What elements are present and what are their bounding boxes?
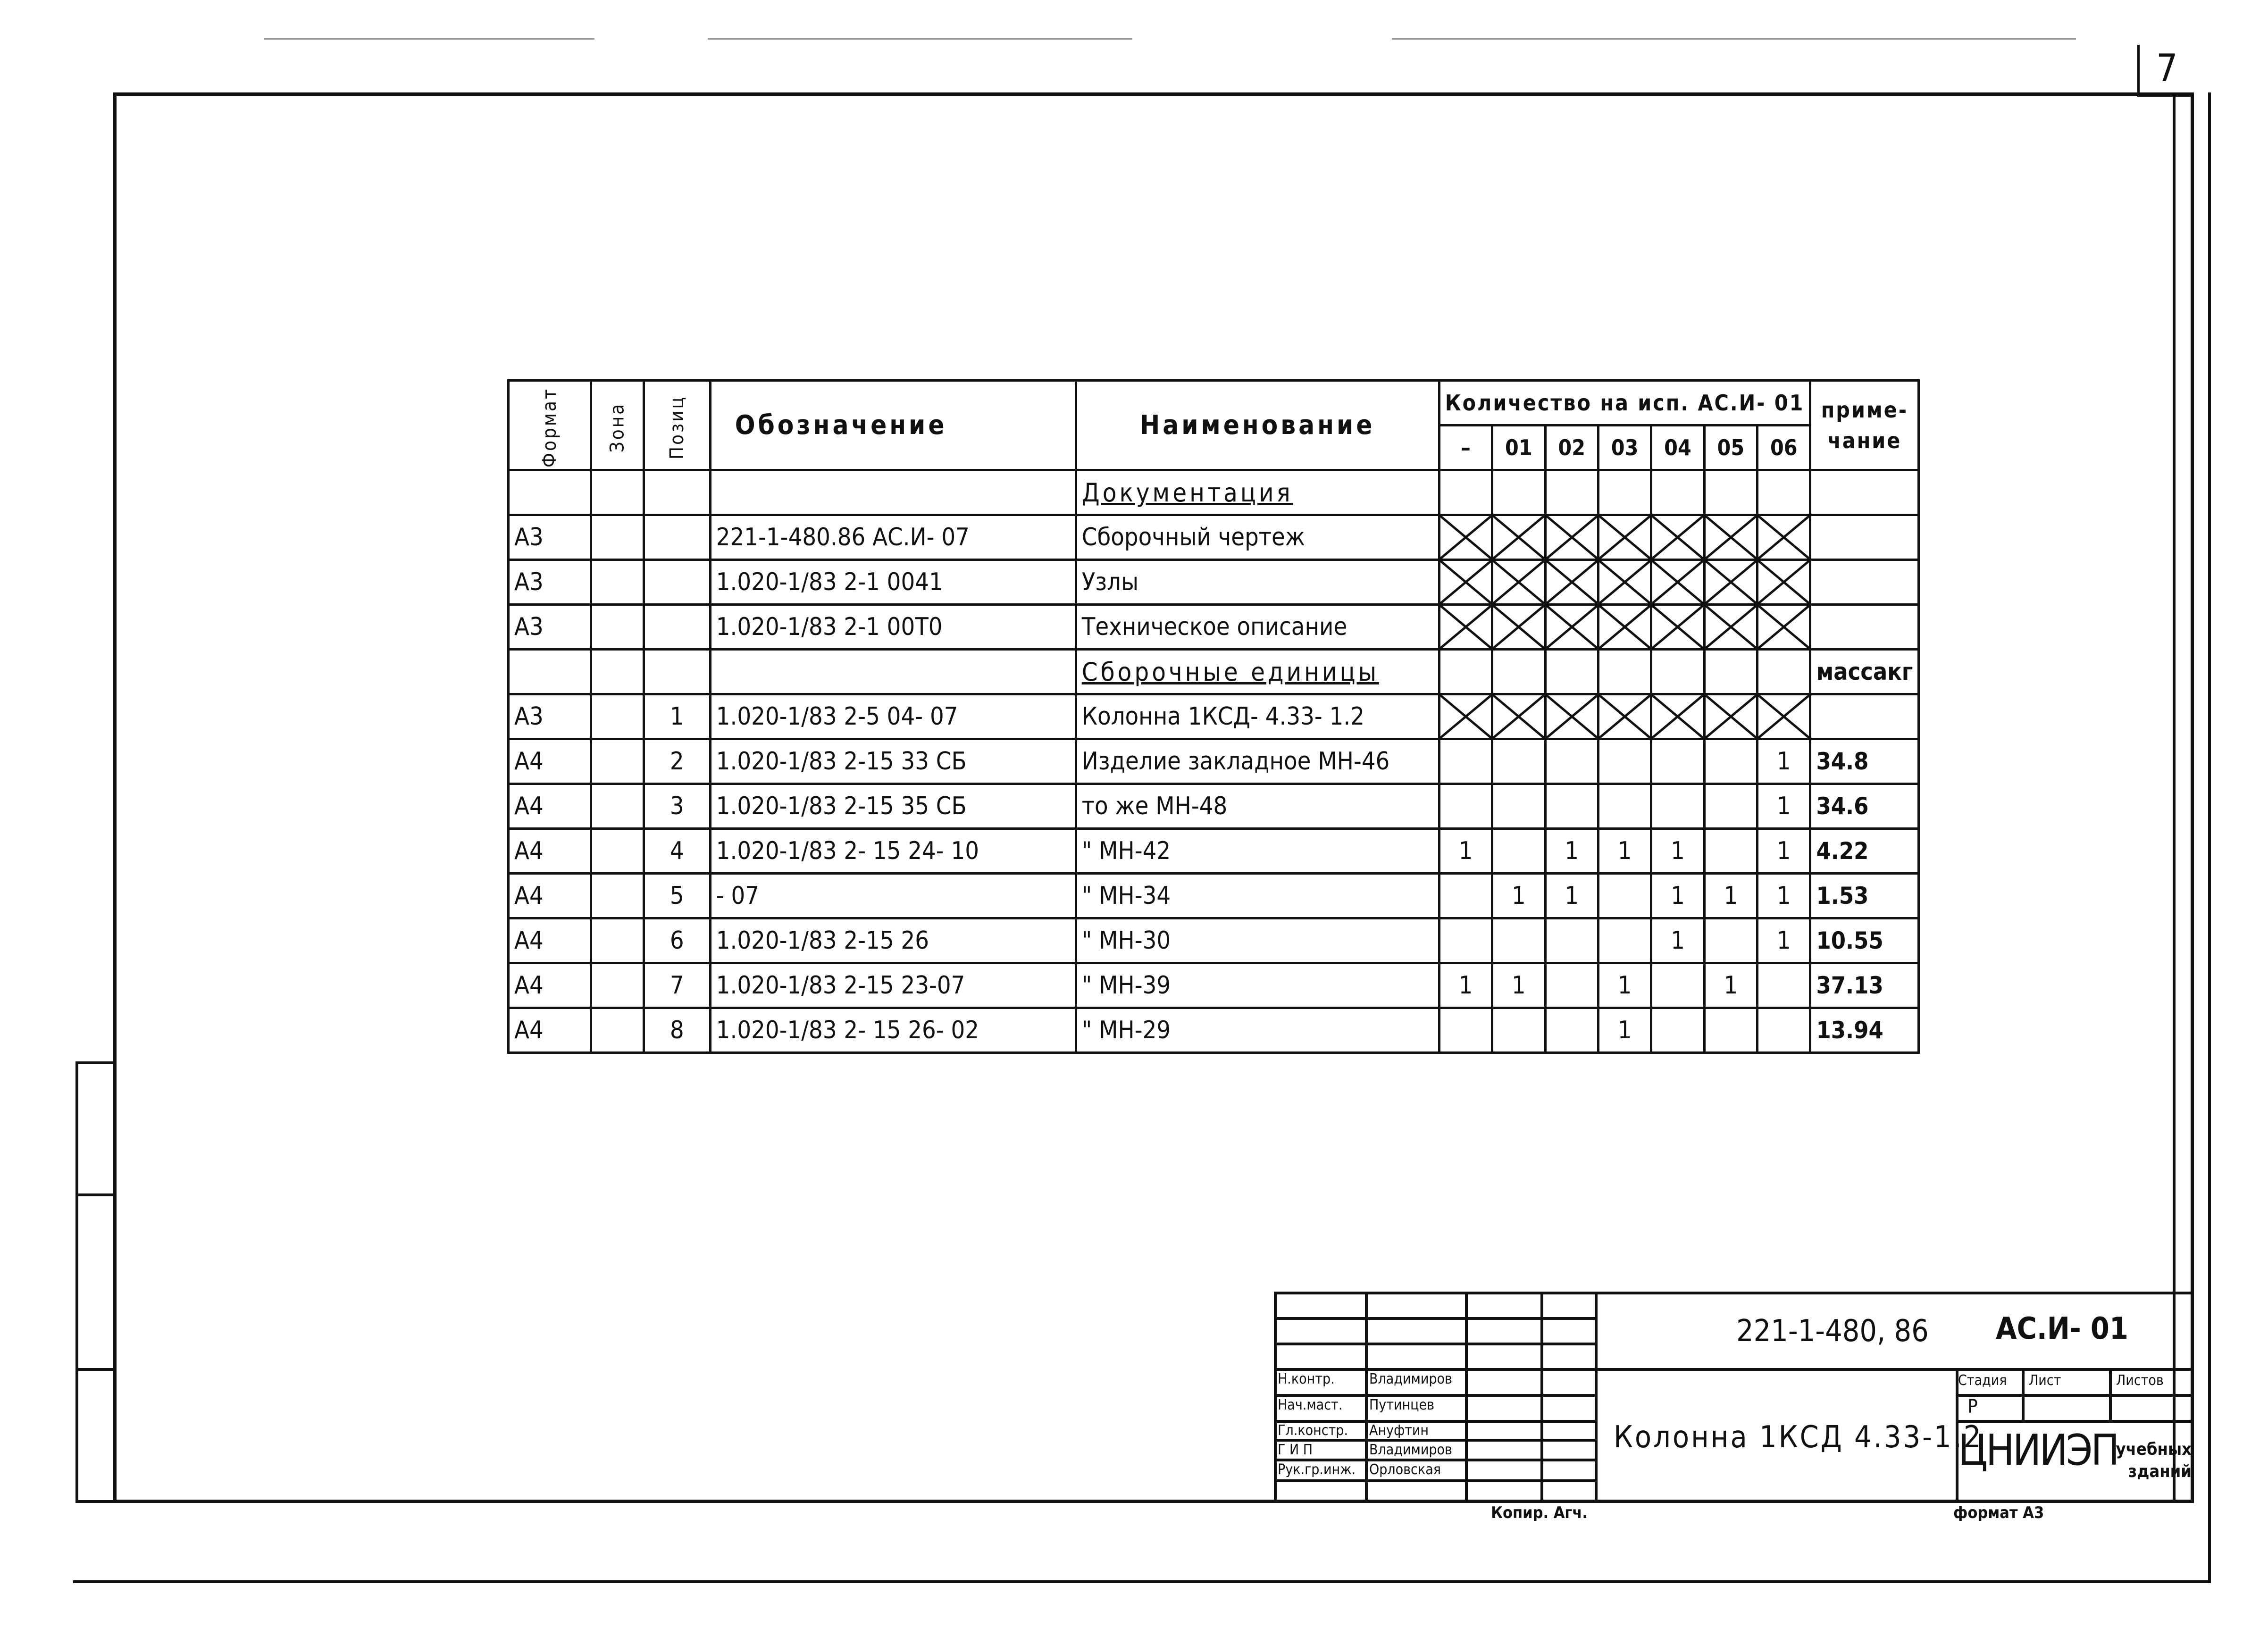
zone-cell xyxy=(591,650,644,694)
qty-cell: 1 xyxy=(1492,874,1545,918)
outer-bottom-line xyxy=(73,1580,2210,1583)
format-label: формат А3 xyxy=(1953,1505,2044,1521)
signature-name: Владимиров xyxy=(1369,1372,1452,1386)
stage-value: Р xyxy=(1967,1397,1978,1416)
qty-cell xyxy=(1651,739,1704,784)
note-cell: 1.53 xyxy=(1810,874,1919,918)
header-qty-col: 06 xyxy=(1757,426,1810,470)
zone-cell xyxy=(591,470,644,515)
qty-cell xyxy=(1704,918,1757,963)
binding-strip-divider xyxy=(75,1368,113,1371)
outer-right-line xyxy=(2208,92,2211,1583)
name-cell: Узлы xyxy=(1076,560,1439,605)
table-row xyxy=(509,784,1919,829)
qty-cell: 1 xyxy=(1545,829,1598,874)
position-cell xyxy=(644,515,710,560)
qty-cell: 1 xyxy=(1651,874,1704,918)
copied-by: Копир. Агч. xyxy=(1491,1505,1588,1521)
zone-cell xyxy=(591,918,644,963)
format-cell: А4 xyxy=(509,874,591,918)
format-cell: А4 xyxy=(509,963,591,1008)
zone-cell xyxy=(591,605,644,650)
signature-role: Нач.маст. xyxy=(1278,1398,1343,1412)
format-cell: А3 xyxy=(509,515,591,560)
qty-cell xyxy=(1704,829,1757,874)
format-cell: А4 xyxy=(509,1008,591,1053)
name-cell: " МН-34 xyxy=(1076,874,1439,918)
signature-role: Н.контр. xyxy=(1278,1372,1335,1386)
qty-cell xyxy=(1757,470,1810,515)
crossed-qty-cell xyxy=(1651,560,1704,605)
name-cell: " МН-30 xyxy=(1076,918,1439,963)
designation-cell: 1.020-1/83 2-15 26 xyxy=(710,918,1076,963)
specification-table xyxy=(507,379,1920,1054)
crossed-qty-cell xyxy=(1704,560,1757,605)
qty-cell xyxy=(1545,784,1598,829)
tb-grid-line xyxy=(1274,1420,1595,1423)
table-row xyxy=(509,694,1919,739)
name-cell: Техническое описание xyxy=(1076,605,1439,650)
qty-cell: 1 xyxy=(1439,963,1492,1008)
note-cell xyxy=(1810,694,1919,739)
qty-cell: 1 xyxy=(1757,784,1810,829)
designation-cell: 1.020-1/83 2- 15 26- 02 xyxy=(710,1008,1076,1053)
qty-cell xyxy=(1757,963,1810,1008)
note-cell: 34.8 xyxy=(1810,739,1919,784)
zone-cell xyxy=(591,874,644,918)
qty-cell: 1 xyxy=(1598,1008,1651,1053)
name-cell: Сборочные единицы xyxy=(1076,650,1439,694)
crossed-qty-cell xyxy=(1439,560,1492,605)
zone-cell xyxy=(591,560,644,605)
binding-strip-divider xyxy=(75,1193,113,1196)
signature-role: Г И П xyxy=(1278,1443,1313,1457)
position-cell xyxy=(644,605,710,650)
designation-cell xyxy=(710,470,1076,515)
document-suffix: АС.И- 01 xyxy=(1996,1314,2128,1344)
stage-label: Стадия xyxy=(1958,1374,2007,1388)
qty-cell: 1 xyxy=(1757,739,1810,784)
designation-cell: 1.020-1/83 2-1 0041 xyxy=(710,560,1076,605)
qty-cell: 1 xyxy=(1439,829,1492,874)
tb-grid-line xyxy=(1274,1394,1595,1397)
qty-cell: 1 xyxy=(1651,918,1704,963)
name-cell: " МН-42 xyxy=(1076,829,1439,874)
section-row xyxy=(509,470,1919,515)
table-row xyxy=(509,739,1919,784)
format-cell: А4 xyxy=(509,739,591,784)
drawing-title: Колонна 1КСД 4.33-1.2 xyxy=(1614,1422,1983,1452)
designation-cell: 1.020-1/83 2-15 35 СБ xyxy=(710,784,1076,829)
qty-cell xyxy=(1757,1008,1810,1053)
header-quantity-group: Количество на исп. АС.И- 01 xyxy=(1439,381,1810,426)
crossed-qty-cell xyxy=(1439,515,1492,560)
crossed-qty-cell xyxy=(1492,694,1545,739)
qty-cell xyxy=(1545,918,1598,963)
tb-grid-line xyxy=(1274,1343,1595,1345)
position-cell xyxy=(644,470,710,515)
name-cell: то же МН-48 xyxy=(1076,784,1439,829)
header-row-1 xyxy=(509,381,1919,426)
qty-cell xyxy=(1545,470,1598,515)
qty-cell xyxy=(1598,784,1651,829)
binding-strip xyxy=(75,1061,113,1503)
designation-cell: 221-1-480.86 АС.И- 07 xyxy=(710,515,1076,560)
qty-cell: 1 xyxy=(1651,829,1704,874)
qty-cell xyxy=(1704,784,1757,829)
table-row xyxy=(509,605,1919,650)
scan-dash xyxy=(264,38,594,40)
position-cell: 1 xyxy=(644,694,710,739)
crossed-qty-cell xyxy=(1651,605,1704,650)
qty-cell: 1 xyxy=(1757,918,1810,963)
header-qty-col: 05 xyxy=(1704,426,1757,470)
note-cell xyxy=(1810,560,1919,605)
qty-cell xyxy=(1439,470,1492,515)
qty-cell xyxy=(1757,650,1810,694)
crossed-qty-cell xyxy=(1757,515,1810,560)
note-cell: 4.22 xyxy=(1810,829,1919,874)
table-row xyxy=(509,1008,1919,1053)
designation-cell: 1.020-1/83 2-15 23-07 xyxy=(710,963,1076,1008)
qty-cell xyxy=(1492,650,1545,694)
qty-cell xyxy=(1492,470,1545,515)
qty-cell xyxy=(1704,1008,1757,1053)
qty-cell xyxy=(1598,650,1651,694)
tb-grid-line xyxy=(1274,1317,1595,1320)
tb-grid-line xyxy=(1595,1292,1598,1503)
qty-cell xyxy=(1704,739,1757,784)
crossed-qty-cell xyxy=(1598,515,1651,560)
zone-cell xyxy=(591,1008,644,1053)
table-row xyxy=(509,829,1919,874)
header-name: Наименование xyxy=(1076,381,1439,470)
qty-cell xyxy=(1598,470,1651,515)
qty-cell xyxy=(1492,784,1545,829)
crossed-qty-cell xyxy=(1492,605,1545,650)
tb-grid-line xyxy=(1956,1394,2194,1397)
organization-logo: ЦНИИЭП xyxy=(1958,1429,2118,1472)
tb-grid-line xyxy=(2109,1368,2112,1420)
qty-cell xyxy=(1545,739,1598,784)
name-cell: " МН-39 xyxy=(1076,963,1439,1008)
qty-cell: 1 xyxy=(1598,963,1651,1008)
qty-cell xyxy=(1439,918,1492,963)
designation-cell: 1.020-1/83 2-5 04- 07 xyxy=(710,694,1076,739)
name-cell: " МН-29 xyxy=(1076,1008,1439,1053)
qty-cell xyxy=(1598,739,1651,784)
position-cell: 8 xyxy=(644,1008,710,1053)
tb-grid-line xyxy=(1956,1420,2194,1423)
qty-cell: 1 xyxy=(1704,963,1757,1008)
qty-cell xyxy=(1439,650,1492,694)
crossed-qty-cell xyxy=(1757,560,1810,605)
crossed-qty-cell xyxy=(1545,560,1598,605)
qty-cell: 1 xyxy=(1492,963,1545,1008)
qty-cell xyxy=(1704,470,1757,515)
qty-cell xyxy=(1545,650,1598,694)
organization-text: учебных зданий xyxy=(2116,1440,2192,1481)
qty-cell xyxy=(1492,918,1545,963)
position-cell: 3 xyxy=(644,784,710,829)
format-cell xyxy=(509,470,591,515)
tb-grid-line xyxy=(1274,1479,1595,1482)
crossed-qty-cell xyxy=(1651,515,1704,560)
format-cell: А3 xyxy=(509,694,591,739)
header-designation: Обозначение xyxy=(710,381,1076,470)
name-cell: Колонна 1КСД- 4.33- 1.2 xyxy=(1076,694,1439,739)
crossed-qty-cell xyxy=(1598,605,1651,650)
section-row xyxy=(509,650,1919,694)
tb-grid-line xyxy=(1540,1292,1543,1503)
zone-cell xyxy=(591,963,644,1008)
crossed-qty-cell xyxy=(1704,694,1757,739)
header-qty-col: 03 xyxy=(1598,426,1651,470)
position-cell: 6 xyxy=(644,918,710,963)
zone-cell xyxy=(591,784,644,829)
crossed-qty-cell xyxy=(1439,694,1492,739)
signature-name: Владимиров xyxy=(1369,1443,1452,1457)
note-cell: 37.13 xyxy=(1810,963,1919,1008)
qty-cell xyxy=(1545,963,1598,1008)
qty-cell xyxy=(1651,470,1704,515)
sheet-number: 7 xyxy=(2156,46,2178,90)
zone-cell xyxy=(591,739,644,784)
crossed-qty-cell xyxy=(1704,605,1757,650)
signature-name: Ануфтин xyxy=(1369,1424,1429,1438)
crossed-qty-cell xyxy=(1757,605,1810,650)
crossed-qty-cell xyxy=(1598,694,1651,739)
crossed-qty-cell xyxy=(1598,560,1651,605)
position-cell: 7 xyxy=(644,963,710,1008)
signature-name: Орловская xyxy=(1369,1463,1441,1477)
designation-cell: - 07 xyxy=(710,874,1076,918)
header-qty-col: – xyxy=(1439,426,1492,470)
format-cell xyxy=(509,650,591,694)
qty-cell xyxy=(1439,1008,1492,1053)
crossed-qty-cell xyxy=(1704,515,1757,560)
crossed-qty-cell xyxy=(1545,515,1598,560)
position-cell: 5 xyxy=(644,874,710,918)
qty-cell: 1 xyxy=(1598,829,1651,874)
note-cell: массакг xyxy=(1810,650,1919,694)
crossed-qty-cell xyxy=(1757,694,1810,739)
qty-cell xyxy=(1492,739,1545,784)
table-row xyxy=(509,918,1919,963)
qty-cell xyxy=(1492,829,1545,874)
qty-cell xyxy=(1492,1008,1545,1053)
designation-cell xyxy=(710,650,1076,694)
qty-cell xyxy=(1598,874,1651,918)
note-cell: 34.6 xyxy=(1810,784,1919,829)
table-row xyxy=(509,515,1919,560)
table-row xyxy=(509,963,1919,1008)
qty-cell xyxy=(1651,784,1704,829)
table-row xyxy=(509,560,1919,605)
format-cell: А4 xyxy=(509,784,591,829)
crossed-qty-cell xyxy=(1545,605,1598,650)
format-cell: А3 xyxy=(509,605,591,650)
qty-cell xyxy=(1545,1008,1598,1053)
crossed-qty-cell xyxy=(1439,605,1492,650)
table-row xyxy=(509,874,1919,918)
qty-cell: 1 xyxy=(1545,874,1598,918)
designation-cell: 1.020-1/83 2- 15 24- 10 xyxy=(710,829,1076,874)
note-cell xyxy=(1810,605,1919,650)
document-code: 221-1-480, 86 xyxy=(1736,1316,1929,1346)
tb-grid-line xyxy=(1274,1459,1595,1461)
qty-cell: 1 xyxy=(1757,829,1810,874)
tb-grid-line xyxy=(2022,1368,2025,1420)
qty-cell xyxy=(1439,874,1492,918)
zone-cell xyxy=(591,515,644,560)
position-cell: 4 xyxy=(644,829,710,874)
position-cell xyxy=(644,560,710,605)
signature-role: Гл.констр. xyxy=(1278,1424,1348,1438)
position-cell: 2 xyxy=(644,739,710,784)
header-position: Позиц xyxy=(644,381,710,470)
scan-dash xyxy=(1392,38,2076,40)
crossed-qty-cell xyxy=(1651,694,1704,739)
zone-cell xyxy=(591,694,644,739)
qty-cell xyxy=(1704,650,1757,694)
sheet-number-box xyxy=(2137,45,2194,97)
name-cell: Документация xyxy=(1076,470,1439,515)
header-qty-col: 04 xyxy=(1651,426,1704,470)
zone-cell xyxy=(591,829,644,874)
tb-grid-line xyxy=(1465,1292,1468,1503)
designation-cell: 1.020-1/83 2-1 00Т0 xyxy=(710,605,1076,650)
header-qty-col: 02 xyxy=(1545,426,1598,470)
crossed-qty-cell xyxy=(1492,560,1545,605)
qty-cell xyxy=(1651,650,1704,694)
position-cell xyxy=(644,650,710,694)
note-cell xyxy=(1810,515,1919,560)
format-cell: А4 xyxy=(509,829,591,874)
crossed-qty-cell xyxy=(1545,694,1598,739)
scan-dash xyxy=(708,38,1132,40)
qty-cell xyxy=(1439,739,1492,784)
qty-cell: 1 xyxy=(1757,874,1810,918)
qty-cell xyxy=(1439,784,1492,829)
note-cell xyxy=(1810,470,1919,515)
name-cell: Сборочный чертеж xyxy=(1076,515,1439,560)
format-cell: А4 xyxy=(509,918,591,963)
crossed-qty-cell xyxy=(1492,515,1545,560)
name-cell: Изделие закладное МН-46 xyxy=(1076,739,1439,784)
signature-name: Путинцев xyxy=(1369,1398,1435,1412)
tb-grid-line xyxy=(1274,1439,1595,1442)
qty-cell: 1 xyxy=(1704,874,1757,918)
header-zone: Зона xyxy=(591,381,644,470)
qty-cell xyxy=(1651,1008,1704,1053)
sheets-label: Листов xyxy=(2116,1374,2164,1388)
designation-cell: 1.020-1/83 2-15 33 СБ xyxy=(710,739,1076,784)
tb-grid-line xyxy=(1365,1292,1368,1503)
header-qty-col: 01 xyxy=(1492,426,1545,470)
format-cell: А3 xyxy=(509,560,591,605)
qty-cell xyxy=(1651,963,1704,1008)
note-cell: 13.94 xyxy=(1810,1008,1919,1053)
qty-cell xyxy=(1598,918,1651,963)
note-cell: 10.55 xyxy=(1810,918,1919,963)
header-note: приме-чание xyxy=(1810,381,1919,470)
sheet-label: Лист xyxy=(2029,1374,2061,1388)
tb-grid-line xyxy=(1274,1368,2194,1371)
header-format: Формат xyxy=(509,381,591,470)
signature-role: Рук.гр.инж. xyxy=(1278,1463,1356,1477)
